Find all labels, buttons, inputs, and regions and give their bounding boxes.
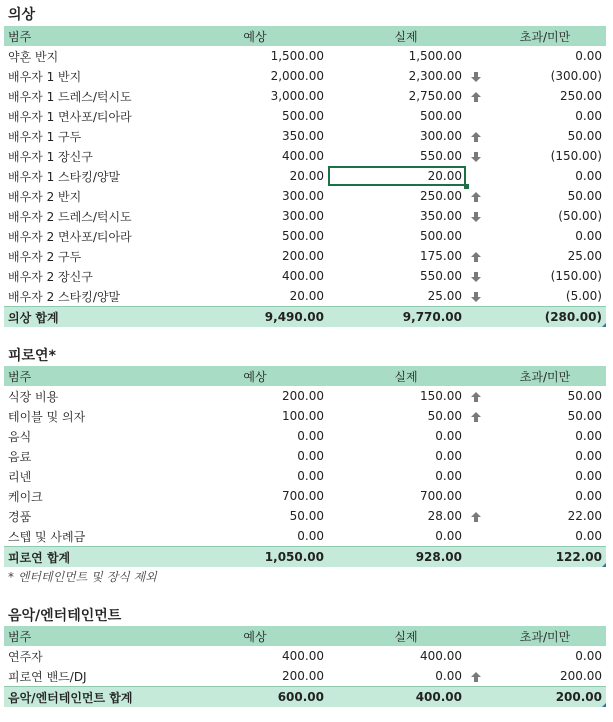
cell-actual[interactable]: 0.00 xyxy=(435,429,462,443)
cell-budget[interactable]: 400.00 xyxy=(282,269,324,283)
cell-variance[interactable]: 0.00 xyxy=(575,529,602,543)
cell-variance[interactable]: 50.00 xyxy=(567,129,602,143)
cell-trend xyxy=(466,106,484,126)
cell-budget[interactable]: 20.00 xyxy=(289,169,324,183)
thumb-arrow-up-icon xyxy=(470,669,482,683)
cell-category[interactable]: 배우자 1 드레스/턱시도 xyxy=(8,89,132,104)
table-row xyxy=(4,406,606,426)
cell-budget[interactable]: 200.00 xyxy=(282,249,324,263)
cell-category[interactable]: 배우자 2 반지 xyxy=(8,189,82,204)
table-row xyxy=(4,66,606,86)
thumb-arrow-up-icon xyxy=(470,389,482,403)
cell-category[interactable]: 음료 xyxy=(8,449,32,464)
section-title-music: 음악/엔터테인먼트 xyxy=(8,608,122,624)
cell-category[interactable]: 약혼 반지 xyxy=(8,49,59,64)
table-reception xyxy=(4,366,606,567)
cell-actual[interactable]: 175.00 xyxy=(420,249,462,263)
cell-trend xyxy=(466,186,484,206)
reception-note: * 엔터테인먼트 및 장식 제외 xyxy=(8,570,157,584)
total-trend xyxy=(466,307,484,328)
header-category: 범주 xyxy=(8,629,32,644)
cell-category[interactable]: 배우자 2 구두 xyxy=(8,249,82,264)
total-trend xyxy=(466,547,484,568)
cell-actual[interactable]: 0.00 xyxy=(435,449,462,463)
cell-variance[interactable]: 0.00 xyxy=(575,229,602,243)
total-category[interactable]: 피로연 합계 xyxy=(4,547,182,568)
cell-trend xyxy=(466,86,484,106)
cell-trend xyxy=(466,486,484,506)
cell-category[interactable]: 연주자 xyxy=(8,649,43,664)
cell-trend xyxy=(466,466,484,486)
cell-budget[interactable]: 100.00 xyxy=(282,409,324,423)
table-music xyxy=(4,626,606,707)
cell-category[interactable]: 배우자 2 드레스/턱시도 xyxy=(8,209,132,224)
cell-actual[interactable]: 300.00 xyxy=(420,129,462,143)
section-title-attire: 의상 xyxy=(8,7,36,23)
header-actual: 실제 xyxy=(394,629,418,644)
cell-variance[interactable]: 250.00 xyxy=(560,89,602,103)
thumb-arrow-up-icon xyxy=(470,189,482,203)
cell-actual[interactable]: 0.00 xyxy=(435,529,462,543)
table-row xyxy=(4,186,606,206)
thumb-arrow-up-icon xyxy=(470,409,482,423)
cell-variance[interactable]: 0.00 xyxy=(575,449,602,463)
cell-variance[interactable]: 200.00 xyxy=(560,669,602,683)
header-category: 범주 xyxy=(8,369,32,384)
cell-budget[interactable]: 400.00 xyxy=(282,149,324,163)
cell-trend xyxy=(466,166,484,186)
cell-trend xyxy=(466,646,484,666)
total-category[interactable]: 음악/엔터테인먼트 합계 xyxy=(4,687,182,708)
cell-budget[interactable]: 500.00 xyxy=(282,229,324,243)
cell-trend xyxy=(466,266,484,286)
cell-actual[interactable]: 500.00 xyxy=(420,229,462,243)
cell-category[interactable]: 배우자 2 면사포/티아라 xyxy=(8,229,132,244)
cell-actual[interactable]: 250.00 xyxy=(420,189,462,203)
cell-trend xyxy=(466,206,484,226)
cell-variance[interactable]: 0.00 xyxy=(575,429,602,443)
thumb-arrow-up-icon xyxy=(470,249,482,263)
cell-budget[interactable]: 1,500.00 xyxy=(270,49,324,63)
cell-variance[interactable]: 50.00 xyxy=(567,189,602,203)
table-row xyxy=(4,526,606,547)
cell-variance[interactable]: 0.00 xyxy=(575,489,602,503)
cell-budget[interactable]: 0.00 xyxy=(297,529,324,543)
total-trend xyxy=(466,687,484,708)
cell-variance[interactable]: (150.00) xyxy=(550,269,602,283)
thumb-arrow-down-icon xyxy=(470,289,482,303)
header-row xyxy=(4,626,606,646)
cell-variance[interactable]: (50.00) xyxy=(558,209,602,223)
cell-trend xyxy=(466,426,484,446)
cell-budget[interactable]: 400.00 xyxy=(282,649,324,663)
total-actual[interactable]: 928.00 xyxy=(328,547,466,568)
cell-variance[interactable]: 0.00 xyxy=(575,649,602,663)
cell-variance[interactable]: 0.00 xyxy=(575,469,602,483)
total-row xyxy=(4,307,606,328)
cell-actual[interactable]: 20.00 xyxy=(328,166,466,186)
cell-category[interactable]: 배우자 2 스타킹/양말 xyxy=(8,289,121,304)
cell-trend xyxy=(466,246,484,266)
cell-category[interactable]: 배우자 1 스타킹/양말 xyxy=(8,169,121,184)
table-row xyxy=(4,206,606,226)
cell-trend xyxy=(466,446,484,466)
cell-budget[interactable]: 20.00 xyxy=(289,289,324,303)
total-actual[interactable]: 400.00 xyxy=(328,687,466,708)
header-budget: 예상 xyxy=(243,29,267,44)
cell-actual[interactable]: 550.00 xyxy=(420,149,462,163)
cell-category[interactable]: 배우자 1 장신구 xyxy=(8,149,93,164)
cell-variance[interactable]: (5.00) xyxy=(565,289,602,303)
table-row xyxy=(4,426,606,446)
thumb-arrow-down-icon xyxy=(470,269,482,283)
total-variance[interactable]: (280.00) xyxy=(484,307,606,328)
table-row xyxy=(4,446,606,466)
cell-budget[interactable]: 500.00 xyxy=(282,109,324,123)
cell-variance[interactable]: (150.00) xyxy=(550,149,602,163)
cell-category[interactable]: 배우자 1 면사포/티아라 xyxy=(8,109,132,124)
total-row xyxy=(4,687,606,708)
cell-category[interactable]: 리넨 xyxy=(8,469,32,484)
cell-category[interactable]: 배우자 1 반지 xyxy=(8,69,82,84)
cell-variance[interactable]: 22.00 xyxy=(567,509,602,523)
cell-variance[interactable]: 50.00 xyxy=(567,389,602,403)
cell-actual[interactable]: 700.00 xyxy=(420,489,462,503)
cell-actual[interactable]: 550.00 xyxy=(420,269,462,283)
cell-variance[interactable]: (300.00) xyxy=(550,69,602,83)
cell-variance[interactable]: 0.00 xyxy=(575,109,602,123)
total-category[interactable]: 의상 합계 xyxy=(4,307,182,328)
cell-budget[interactable]: 0.00 xyxy=(297,429,324,443)
table-row xyxy=(4,86,606,106)
cell-budget[interactable]: 3,000.00 xyxy=(270,89,324,103)
cell-budget[interactable]: 300.00 xyxy=(282,189,324,203)
cell-budget[interactable]: 50.00 xyxy=(289,509,324,523)
header-actual: 실제 xyxy=(394,369,418,384)
table-row xyxy=(4,106,606,126)
total-variance[interactable]: 122.00 xyxy=(484,547,606,568)
table-row xyxy=(4,506,606,526)
cell-trend xyxy=(466,406,484,426)
cell-category[interactable]: 음식 xyxy=(8,429,32,444)
header-row xyxy=(4,366,606,386)
table-row xyxy=(4,246,606,266)
cell-actual[interactable]: 500.00 xyxy=(420,109,462,123)
cell-trend xyxy=(466,226,484,246)
total-budget[interactable]: 1,050.00 xyxy=(182,547,328,568)
cell-actual[interactable]: 0.00 xyxy=(435,469,462,483)
header-budget: 예상 xyxy=(243,629,267,644)
total-budget[interactable]: 600.00 xyxy=(182,687,328,708)
table-row xyxy=(4,266,606,286)
cell-category[interactable]: 배우자 1 구두 xyxy=(8,129,82,144)
cell-category[interactable]: 경품 xyxy=(8,509,32,524)
table-row xyxy=(4,466,606,486)
cell-budget[interactable]: 350.00 xyxy=(282,129,324,143)
table-row xyxy=(4,46,606,66)
total-row xyxy=(4,547,606,568)
cell-actual[interactable]: 2,750.00 xyxy=(408,89,462,103)
table-row xyxy=(4,286,606,307)
cell-actual[interactable]: 2,300.00 xyxy=(408,69,462,83)
cell-trend xyxy=(466,46,484,66)
cell-actual[interactable]: 50.00 xyxy=(427,409,462,423)
table-row xyxy=(4,166,606,186)
total-actual[interactable]: 9,770.00 xyxy=(328,307,466,328)
header-budget: 예상 xyxy=(243,369,267,384)
cell-actual[interactable]: 400.00 xyxy=(420,649,462,663)
thumb-arrow-up-icon xyxy=(470,129,482,143)
cell-actual[interactable]: 350.00 xyxy=(420,209,462,223)
total-budget[interactable]: 9,490.00 xyxy=(182,307,328,328)
cell-category[interactable]: 테이블 및 의자 xyxy=(8,409,86,424)
total-variance[interactable]: 200.00 xyxy=(484,687,606,708)
header-actual: 실제 xyxy=(394,29,418,44)
thumb-arrow-up-icon xyxy=(470,89,482,103)
header-row xyxy=(4,26,606,46)
cell-trend xyxy=(466,386,484,406)
cell-trend xyxy=(466,146,484,166)
cell-trend xyxy=(466,286,484,307)
table-row xyxy=(4,126,606,146)
header-variance: 초과/미만 xyxy=(519,29,571,44)
table-row xyxy=(4,386,606,406)
table-attire xyxy=(4,26,606,327)
cell-actual[interactable]: 28.00 xyxy=(427,509,462,523)
cell-budget[interactable]: 0.00 xyxy=(297,449,324,463)
cell-category[interactable]: 스텝 및 사례금 xyxy=(8,529,86,544)
table-row xyxy=(4,226,606,246)
cell-category[interactable]: 피로연 밴드/DJ xyxy=(8,669,87,684)
header-variance: 초과/미만 xyxy=(519,629,571,644)
cell-category[interactable]: 케이크 xyxy=(8,489,43,504)
table-row xyxy=(4,646,606,666)
header-category: 범주 xyxy=(8,29,32,44)
cell-budget[interactable]: 2,000.00 xyxy=(270,69,324,83)
cell-actual[interactable]: 0.00 xyxy=(435,669,462,683)
cell-budget[interactable]: 300.00 xyxy=(282,209,324,223)
cell-trend xyxy=(466,666,484,687)
header-variance: 초과/미만 xyxy=(519,369,571,384)
cell-actual[interactable]: 150.00 xyxy=(420,389,462,403)
table-row xyxy=(4,666,606,687)
cell-category[interactable]: 식장 비용 xyxy=(8,389,59,404)
thumb-arrow-down-icon xyxy=(470,209,482,223)
cell-budget[interactable]: 0.00 xyxy=(297,469,324,483)
section-title-reception: 피로연* xyxy=(8,348,56,364)
cell-trend xyxy=(466,66,484,86)
thumb-arrow-down-icon xyxy=(470,149,482,163)
cell-budget[interactable]: 700.00 xyxy=(282,489,324,503)
cell-budget[interactable]: 200.00 xyxy=(282,389,324,403)
cell-trend xyxy=(466,526,484,547)
cell-variance[interactable]: 25.00 xyxy=(567,249,602,263)
cell-variance[interactable]: 50.00 xyxy=(567,409,602,423)
cell-actual[interactable]: 1,500.00 xyxy=(408,49,462,63)
cell-budget[interactable]: 200.00 xyxy=(282,669,324,683)
cell-trend xyxy=(466,126,484,146)
cell-actual[interactable]: 25.00 xyxy=(427,289,462,303)
cell-variance[interactable]: 0.00 xyxy=(575,169,602,183)
cell-variance[interactable]: 0.00 xyxy=(575,49,602,63)
thumb-arrow-down-icon xyxy=(470,69,482,83)
table-row xyxy=(4,486,606,506)
thumb-arrow-up-icon xyxy=(470,509,482,523)
cell-category[interactable]: 배우자 2 장신구 xyxy=(8,269,93,284)
table-row xyxy=(4,146,606,166)
cell-trend xyxy=(466,506,484,526)
